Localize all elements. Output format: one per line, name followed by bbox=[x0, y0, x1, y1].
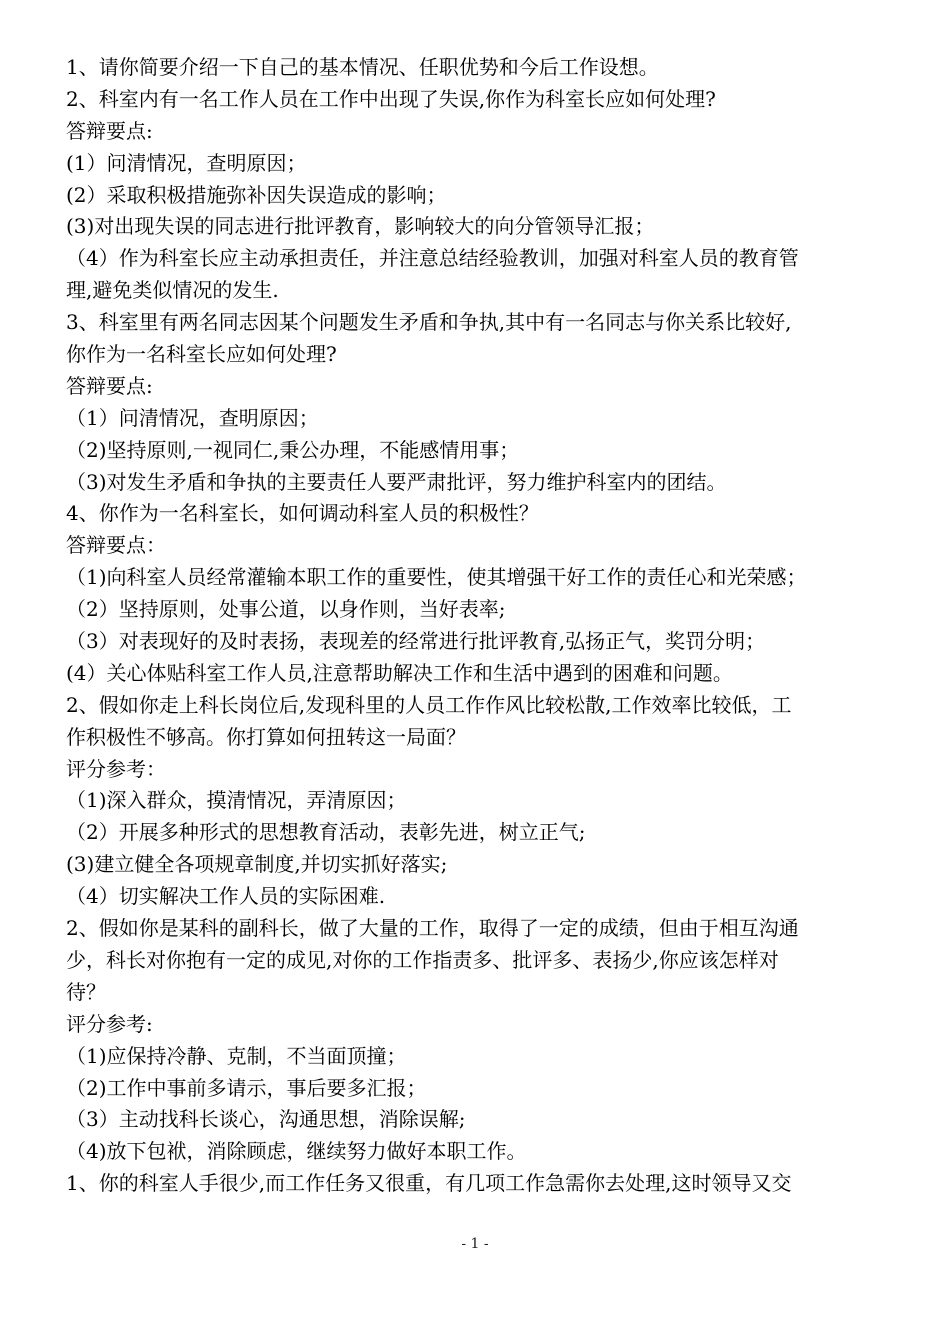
text-line: 答辩要点： bbox=[66, 533, 166, 558]
text-line: 2、假如你是某科的副科长，做了大量的工作，取得了一定的成绩，但由于相互沟通 bbox=[66, 916, 799, 941]
text-line: （2)坚持原则,一视同仁,秉公办理，不能感情用事； bbox=[66, 437, 520, 462]
text-line: （4）切实解决工作人员的实际困难. bbox=[66, 884, 386, 909]
text-line: 理,避免类似情况的发生. bbox=[66, 278, 279, 303]
text-line: 3、科室里有两名同志因某个问题发生矛盾和争执,其中有一名同志与你关系比较好, bbox=[66, 310, 792, 335]
text-line: (4）关心体贴科室工作人员,注意帮助解决工作和生活中遇到的困难和问题。 bbox=[66, 660, 733, 685]
text-line: 待？ bbox=[66, 979, 106, 1004]
text-line: 1、请你简要介绍一下自己的基本情况、任职优势和今后工作设想。 bbox=[66, 55, 659, 79]
text-line: (3)建立健全各项规章制度,并切实抓好落实; bbox=[66, 852, 448, 877]
text-line: （3)对发生矛盾和争执的主要责任人要严肃批评，努力维护科室内的团结。 bbox=[66, 469, 727, 494]
text-line: (1）问清情况，查明原因； bbox=[66, 150, 307, 175]
text-line: 作积极性不够高。你打算如何扭转这一局面？ bbox=[66, 724, 466, 749]
document-body bbox=[66, 52, 890, 1200]
text-line: 2、假如你走上科长岗位后,发现科里的人员工作作风比较松散,工作效率比较低，工 bbox=[66, 692, 792, 717]
text-line: （1)深入群众，摸清情况，弄清原因； bbox=[66, 788, 407, 813]
text-line: 1、你的科室人手很少,而工作任务又很重，有几项工作急需你去处理,这时领导又交 bbox=[66, 1171, 792, 1196]
text-line: （2)工作中事前多请示，事后要多汇报； bbox=[66, 1075, 427, 1100]
page-number: - 1 - bbox=[461, 1236, 489, 1252]
text-line: (2）采取积极措施弥补因失误造成的影响； bbox=[66, 182, 447, 207]
text-line: （1)向科室人员经常灌输本职工作的重要性，使其增强干好工作的责任心和光荣感； bbox=[66, 565, 807, 590]
text-line: （2）开展多种形式的思想教育活动，表彰先进，树立正气; bbox=[66, 820, 586, 845]
text-line: （3）对表现好的及时表扬，表现差的经常进行批评教育,弘扬正气，奖罚分明； bbox=[66, 629, 766, 654]
text-line: 4、你作为一名科室长，如何调动科室人员的积极性？ bbox=[66, 501, 539, 526]
text-line: 少，科长对你抱有一定的成见,对你的工作指责多、批评多、表扬少,你应该怎样对 bbox=[66, 947, 779, 972]
text-line: （3）主动找科长谈心，沟通思想，消除误解; bbox=[66, 1107, 466, 1132]
text-line: (3)对出现失误的同志进行批评教育，影响较大的向分管领导汇报； bbox=[66, 214, 655, 239]
text-line: （1)应保持冷静、克制，不当面顶撞； bbox=[66, 1043, 407, 1068]
text-line: 2、科室内有一名工作人员在工作中出现了失误,你作为科室长应如何处理? bbox=[66, 86, 716, 111]
text-line: 答辩要点: bbox=[66, 118, 153, 143]
text-line: 答辩要点: bbox=[66, 373, 153, 398]
text-line: （4)放下包袱，消除顾虑，继续努力做好本职工作。 bbox=[66, 1139, 527, 1164]
text-line: 评分参考: bbox=[66, 1011, 153, 1036]
text-line: （2）坚持原则，处事公道，以身作则，当好表率; bbox=[66, 597, 506, 622]
text-line: （1）问清情况，查明原因； bbox=[66, 405, 319, 430]
text-line: （4）作为科室长应主动承担责任，并注意总结经验教训，加强对科室人员的教育管 bbox=[66, 246, 799, 271]
text-line: 评分参考： bbox=[66, 756, 166, 781]
text-line: 你作为一名科室长应如何处理? bbox=[66, 342, 337, 367]
